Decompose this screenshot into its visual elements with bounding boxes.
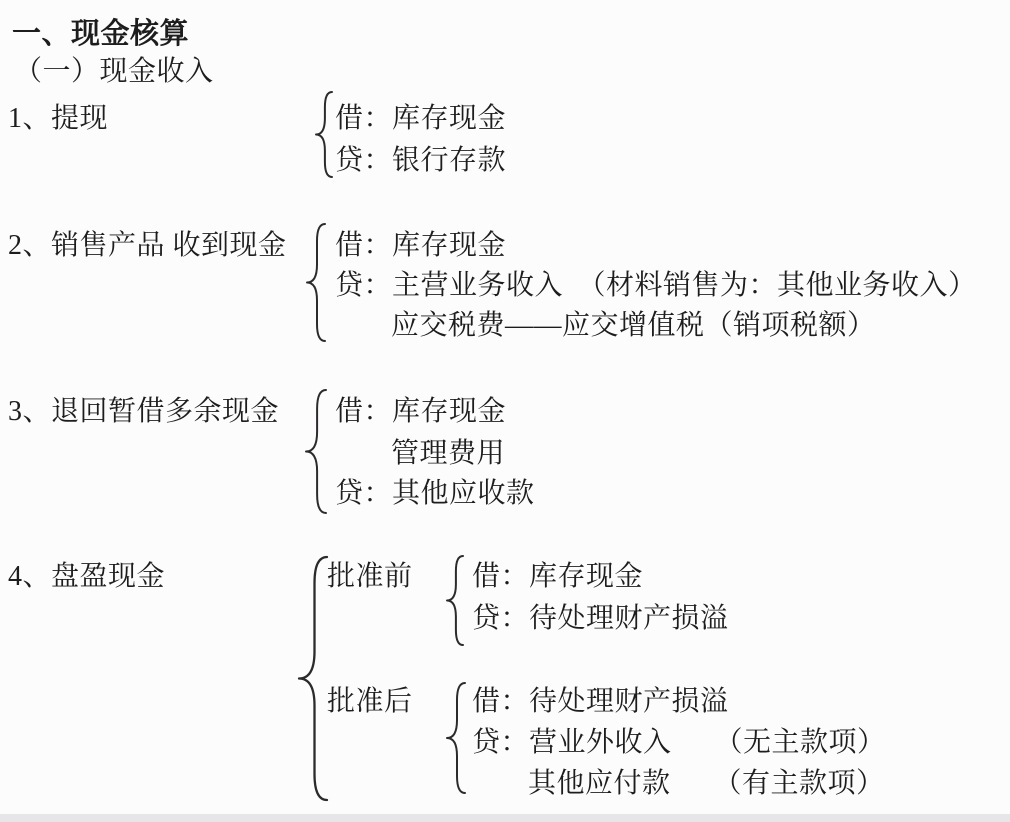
item-1-label: 1、提现 [8,103,109,134]
item-3-label: 3、退回暂借多余现金 [8,396,280,427]
item-2-label: 2、销售产品 收到现金 [8,230,287,261]
journal-line-credit: 贷：待处理财产损溢 [472,603,729,634]
branch-after-approval-label: 批准后 [327,686,413,717]
page-title: 一、现金核算 [12,18,190,50]
journal-line-credit: 贷：主营业务收入 （材料销售为：其他业务收入） [335,270,977,301]
journal-line-credit: 贷：营业外收入 （无主款项） [472,727,886,758]
brace-icon [446,682,466,794]
section-subtitle: （一）现金收入 [14,56,214,87]
branch-before-approval-label: 批准前 [327,561,413,592]
journal-line-credit-continued: 应交税费——应交增值税（销项税额） [391,310,876,341]
brace-icon-outer [298,556,328,801]
journal-line-debit: 借：库存现金 [472,561,644,592]
brace-icon [446,555,464,646]
journal-line-debit: 借：库存现金 [335,396,507,427]
brace-icon [315,91,333,178]
journal-line-credit-continued: 其他应付款 （有主款项） [528,768,885,799]
journal-line-credit: 贷：其他应收款 [335,478,535,509]
page-bottom-edge [0,814,1010,822]
journal-line-debit-continued: 管理费用 [391,438,506,469]
journal-line-debit: 借：库存现金 [335,103,507,134]
brace-icon [305,389,327,514]
journal-line-debit: 借：待处理财产损溢 [472,686,729,717]
brace-icon [306,223,326,342]
item-4-label: 4、盘盈现金 [8,561,166,592]
journal-line-credit: 贷：银行存款 [335,145,507,176]
journal-line-debit: 借：库存现金 [335,230,507,261]
